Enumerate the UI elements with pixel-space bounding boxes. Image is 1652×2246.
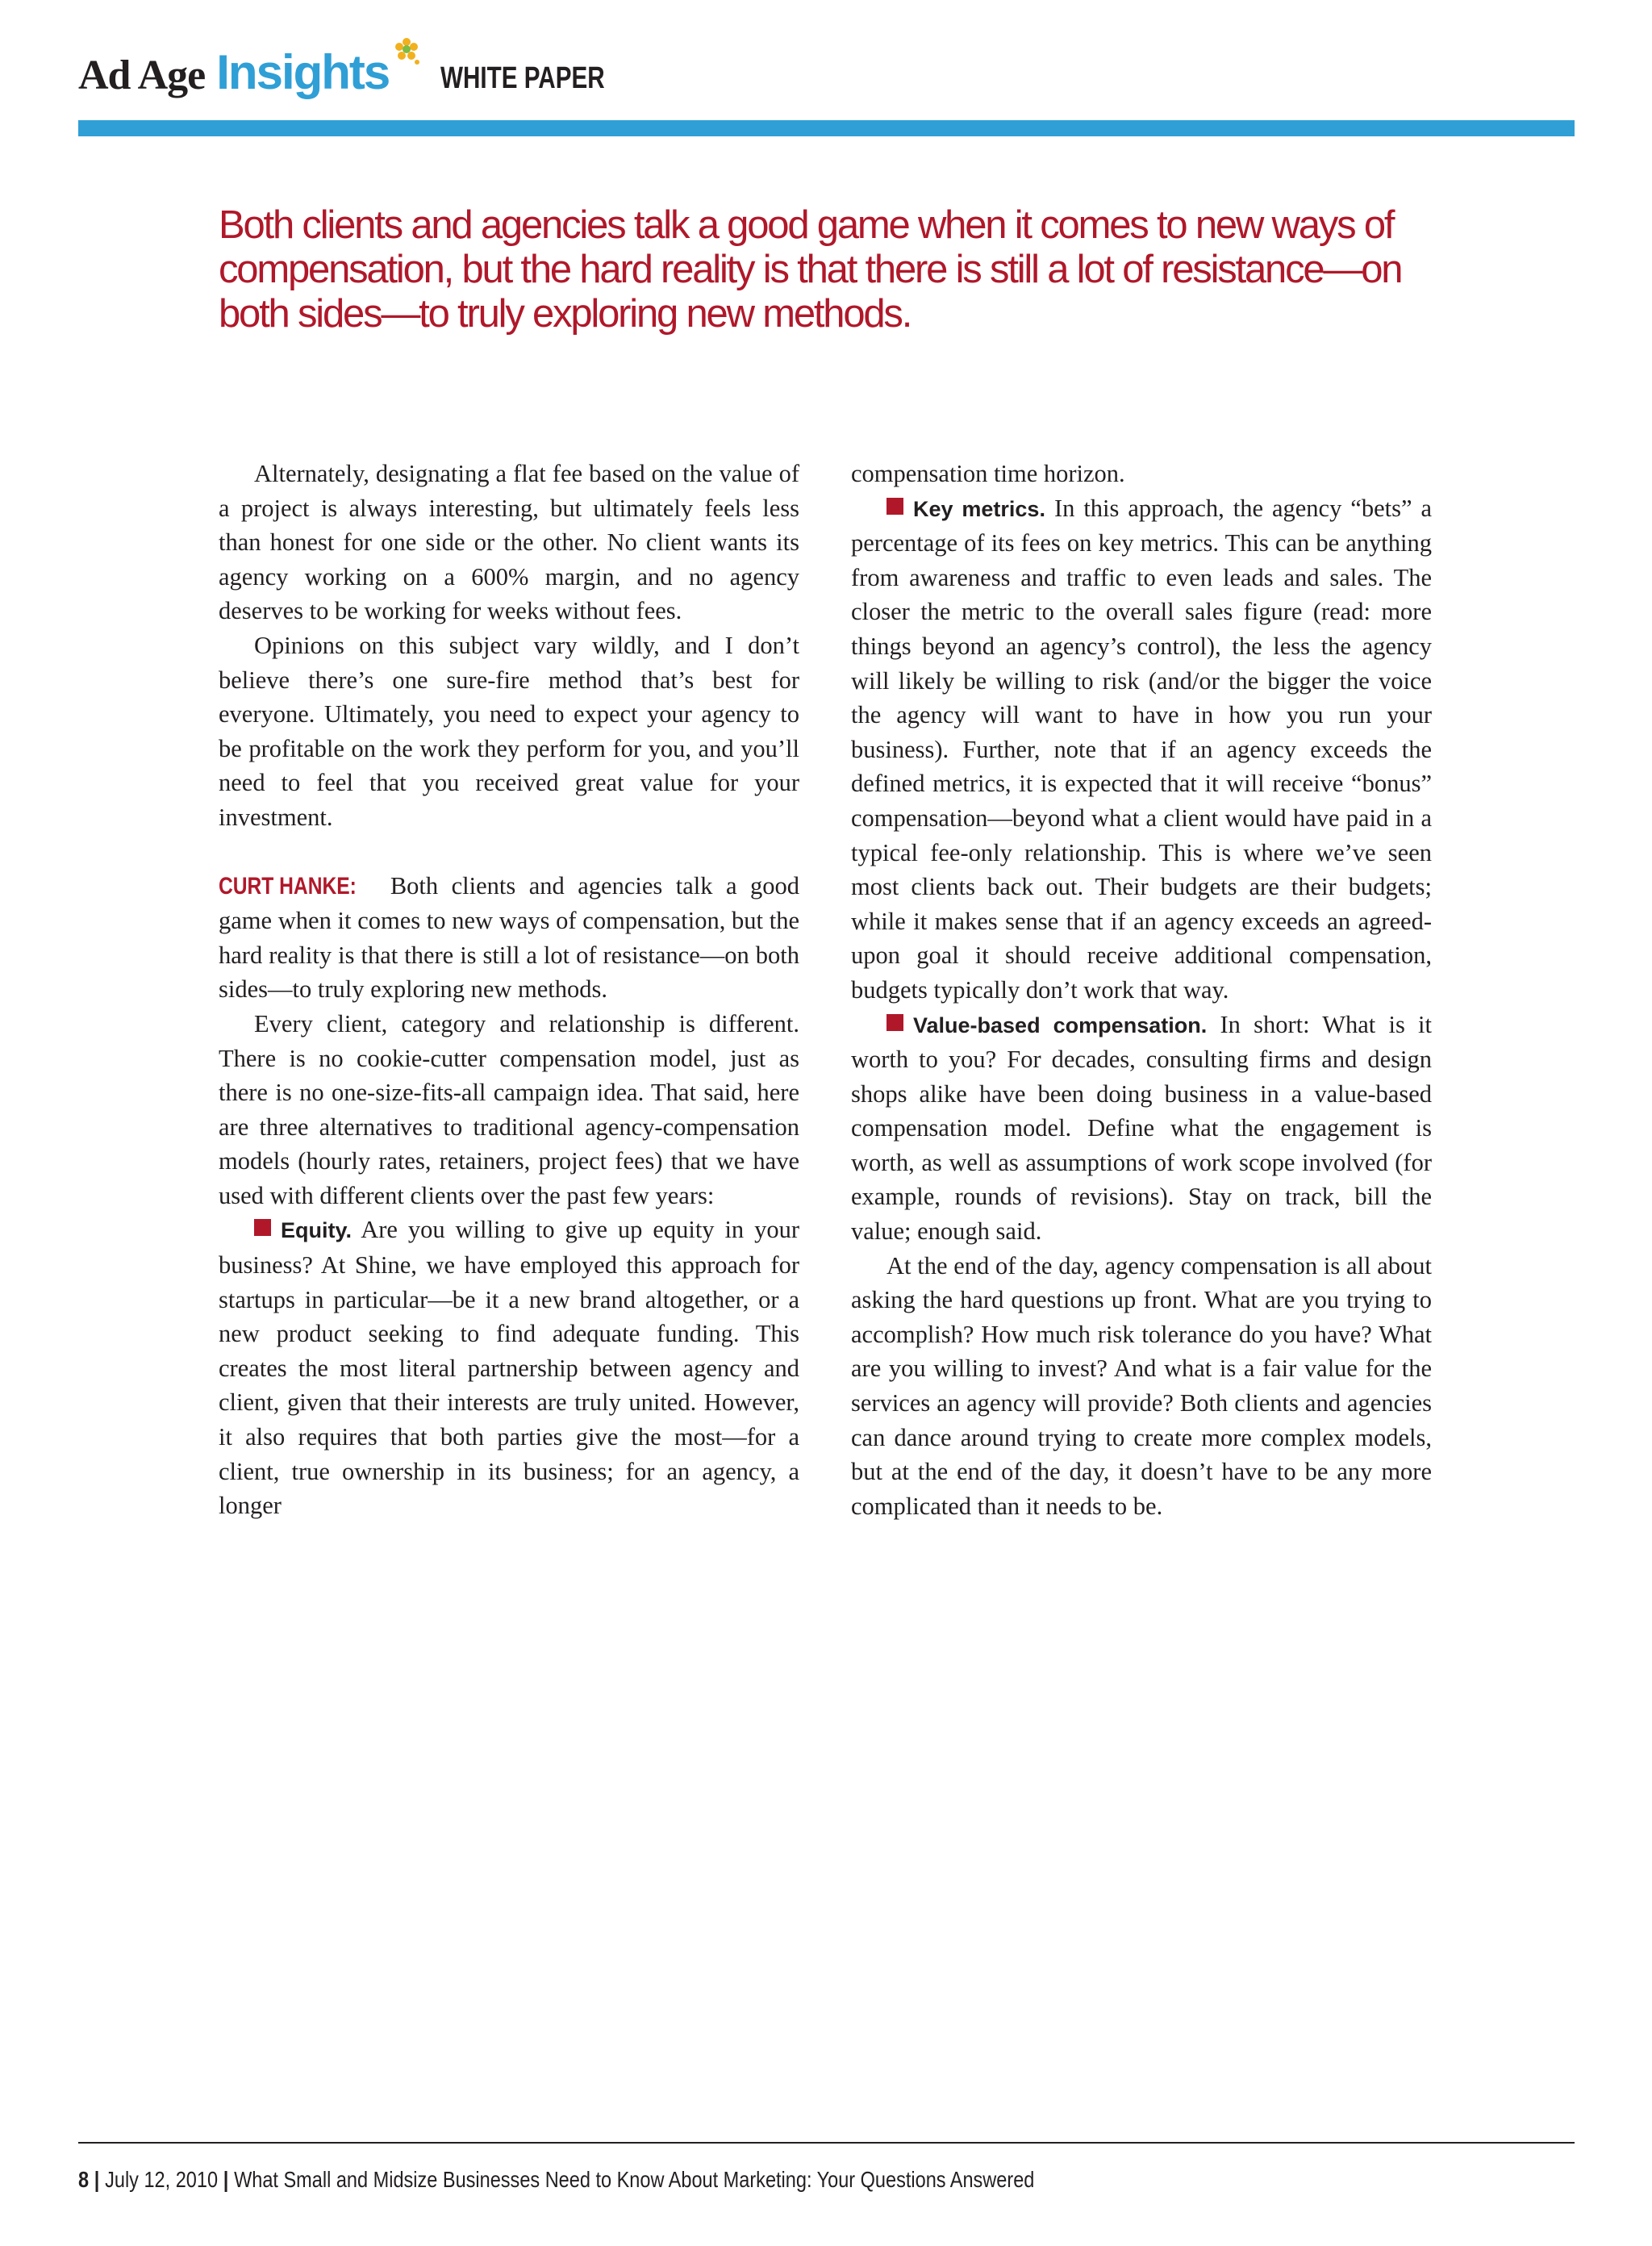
white-paper-label: WHITE PAPER (440, 61, 605, 95)
masthead (78, 40, 651, 97)
list-item-lead: Key metrics. (913, 496, 1045, 521)
pull-quote: Both clients and agencies talk a good game when it comes to new ways of compensation, but the hard reality is that there is still a lot of resistance—on both sides—to truly exploring new methods. (219, 203, 1402, 336)
paragraph: Alternately, designating a flat fee based on the value of a project is always interesting, but ultimately feels less than honest for one side or the other. No client wants its agency working on a 600% margin, and no agency deserves to be working for weeks without fees. (219, 460, 799, 625)
paragraph-text: Both clients and agencies talk a good game when it comes to new ways of compensation, but the hard reality is that there is still a lot of resistance—on both sides—to truly exploring new methods. (219, 871, 799, 1004)
column-left (219, 457, 799, 1523)
footer-title: What Small and Midsize Businesses Need to Know About Marketing: Your Questions Answered (234, 2167, 1035, 2192)
separator: | (223, 2167, 229, 2192)
list-item-text: In this approach, the agency “bets” a percentage of its fees on key metrics. This can be anything from awareness and traffic to even leads and sales. The closer the metric to the overall sales figure (read: more things beyond an agency’s control), the less the agency will likely be willing to risk (and/or the bigger the voice the agency will want to have in how you run your business). Further, note that if an agency exceeds the defined metrics, it is expected that it will receive “bonus” compensation—beyond what a client would have paid in a typical fee-only relationship. This is where we’ve seen most clients back out. Their budgets are their budgets; while it makes sense that if an agency exceeds an agreed-upon goal it should receive additional compensation, budgets typically don’t work that way. (851, 494, 1433, 1004)
footer-date: July 12, 2010 (105, 2167, 219, 2192)
paragraph: compensation time horizon. (851, 460, 1125, 487)
list-item (219, 1213, 799, 1522)
bullet-square-icon (254, 1219, 271, 1236)
column-right (851, 457, 1432, 1523)
page-footer (78, 2167, 1034, 2193)
speaker-name: CURT HANKE: (219, 872, 357, 900)
paragraph: At the end of the day, agency compensation is all about asking the hard questions up front. What are you trying to accomplish? How much risk tolerance do you have? What are you willing to invest? And what is a fair value for the services an agency will provide? Both clients and agencies can dance around trying to create more complex models, but at the end of the day, it doesn’t have to be any more complicated than it needs to be. (851, 1251, 1432, 1520)
list-item (851, 491, 1432, 1008)
brand-insights: Insights (216, 45, 390, 99)
list-item-text: Are you willing to give up equity in your business? At Shine, we have employed this approach for startups in particular—be it a new brand altogether, or a new product seeking to find adequate funding. This creates the most literal partnership between agency and client, given that their interests are truly united. However, it also requires that both parties give the most—for a client, true ownership in its business; for an agency, a longer (219, 1216, 799, 1520)
list-item-lead: Equity. (281, 1218, 353, 1243)
list-item-text: In short: What is it worth to you? For decades, consulting firms and design shops alike have been doing business in a value-based compensation model. Define what the engagement is worth, as well as assumptions of work scope involved (for example, rounds of revisions). Stay on track, bill the value; enough said. (851, 1010, 1433, 1246)
bullet-square-icon (886, 1014, 903, 1031)
page-number: 8 (78, 2167, 90, 2192)
brand-adage: Ad Age (78, 52, 206, 98)
footer-rule (78, 2142, 1575, 2144)
paragraph (219, 869, 799, 1007)
paragraph: Every client, category and relationship is different. There is no cookie-cutter compensation model, just as there is no one-size-fits-all campaign idea. That said, here are three alternatives to traditional agency-compensation models (hourly rates, retainers, project fees) that we have used with different clients over the past few years: (219, 1009, 799, 1209)
paragraph: Opinions on this subject vary wildly, and I don’t believe there’s one sure-fire method that’s best for everyone. Ultimately, you need to expect your agency to be profitable on the work they perform for you, and you’ll need to feel that you received great value for your investment. (219, 631, 799, 831)
bullet-square-icon (886, 498, 903, 515)
flower-icon (392, 35, 421, 68)
list-item (851, 1008, 1432, 1249)
list-item-lead: Value-based compensation. (913, 1012, 1208, 1037)
separator: | (94, 2167, 100, 2192)
header-rule (78, 120, 1575, 136)
